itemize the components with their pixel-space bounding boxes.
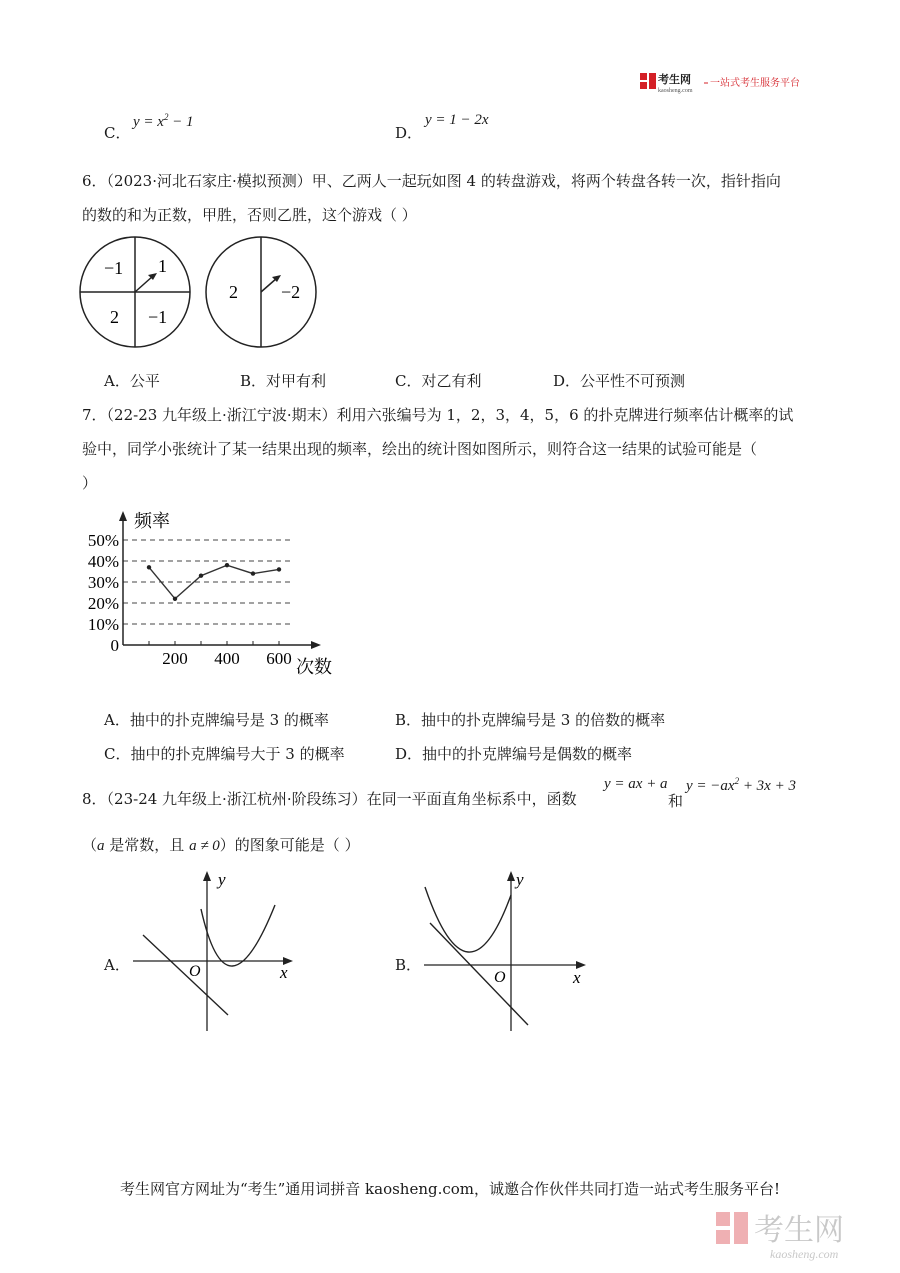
- graph-a-parabola: [201, 905, 275, 966]
- q7-number: 7．: [82, 406, 107, 424]
- q6-number: 6．: [82, 172, 107, 190]
- q7-option-b[interactable]: B．抽中的扑克牌编号是 3 的倍数的概率: [395, 711, 666, 729]
- watermark-sub: kaosheng.com: [770, 1247, 839, 1261]
- chart-grid: [123, 540, 294, 624]
- svg-text:kaosheng.com: kaosheng.com: [658, 88, 693, 94]
- svg-text:一站式考生服务平台: 一站式考生服务平台: [710, 78, 800, 89]
- data-point: [147, 565, 151, 569]
- q7-option-c[interactable]: C．抽中的扑克牌编号大于 3 的概率: [104, 745, 345, 763]
- q6-option-d[interactable]: D．公平性不可预测: [553, 372, 686, 390]
- svg-text:O: O: [189, 963, 201, 980]
- data-point: [173, 597, 177, 601]
- data-point: [277, 567, 281, 571]
- svg-text:考生网: 考生网: [658, 74, 691, 86]
- q6-stem-line1: 6．（2023·河北石家庄·模拟预测）甲、乙两人一起玩如图 4 的转盘游戏，将两个转盘各转一次，指针指向: [82, 172, 781, 190]
- q8-graph-b[interactable]: [416, 865, 596, 1035]
- q5-option-d-label: D．: [395, 124, 423, 142]
- logo-icon: [638, 70, 818, 96]
- svg-text:y: y: [516, 870, 524, 889]
- q5-option-d-expr: y = 1 − 2x: [425, 112, 489, 128]
- y-tick-label: 0: [110, 636, 119, 655]
- chart-y-ticks: [88, 531, 119, 655]
- q8-number: 8．: [82, 790, 107, 808]
- y-tick-label: 30%: [87, 573, 119, 592]
- y-tick-label: 10%: [87, 615, 119, 634]
- q6-option-a[interactable]: A．公平: [104, 372, 160, 390]
- graph-b-parabola: [425, 887, 511, 952]
- spinner-1-pointer-icon: [135, 276, 153, 292]
- x-axis-arrow-icon: [311, 641, 321, 649]
- q8-stem-line2: （a 是常数，且 a ≠ 0）的图象可能是（ ）: [82, 836, 360, 854]
- q8-stem-line1: 8．（23-24 九年级上·浙江杭州·阶段练习）在同一平面直角坐标系中，函数: [82, 790, 577, 808]
- q8-function-1: y = ax + a: [604, 776, 668, 792]
- y-tick-label: 40%: [87, 552, 119, 571]
- q7-stem-line3: ）: [82, 474, 98, 492]
- q8-graph-a[interactable]: [125, 865, 305, 1035]
- spinner-1-sector-bl: 2: [110, 307, 119, 327]
- header-logo: [638, 70, 818, 96]
- q6-option-c[interactable]: C．对乙有利: [395, 372, 482, 390]
- q8-option-a-label[interactable]: A．: [104, 956, 130, 974]
- q5-option-c-expr: $y = x^2 - 1$: [133, 112, 194, 130]
- watermark-logo-icon: [716, 1212, 748, 1244]
- spinner-1-sector-br: −1: [148, 307, 168, 327]
- q8-function-2: $y = -ax^2 + 3x + 3$: [686, 776, 796, 794]
- spinner-2-pointer-icon: [261, 278, 277, 292]
- y-tick-label: 20%: [87, 594, 119, 613]
- data-point: [251, 571, 255, 575]
- q6-spinners: [78, 232, 348, 354]
- graph-a-y-arrow-icon: [203, 871, 211, 881]
- q7-option-d[interactable]: D．抽中的扑克牌编号是偶数的概率: [395, 745, 633, 763]
- spinner-2-sector-left: 2: [229, 282, 238, 302]
- data-point: [225, 563, 229, 567]
- svg-text:x: x: [280, 963, 288, 982]
- x-tick-label: 600: [266, 649, 292, 668]
- watermark-name: 考生网: [754, 1214, 844, 1247]
- q7-stem-line2: 验中，同学小张统计了某一结果出现的频率，绘出的统计图如图所示，则符合这一结果的试验可能是（: [82, 440, 758, 458]
- spinner-1-sector-tr: 1: [158, 256, 167, 276]
- q7-frequency-chart: [76, 505, 346, 680]
- q6-option-b[interactable]: B．对甲有利: [240, 372, 327, 390]
- spinner-1-sector-tl: −1: [104, 258, 124, 278]
- q8-and: 和: [668, 792, 684, 810]
- graph-b-line: [430, 923, 528, 1025]
- chart-ylabel: 频率: [134, 511, 170, 531]
- x-tick-label: 200: [162, 649, 188, 668]
- svg-text:y: y: [218, 870, 226, 889]
- graph-a-line: [143, 935, 228, 1015]
- spinner-1: [80, 237, 190, 347]
- q8-option-b-label[interactable]: B．: [395, 956, 422, 974]
- watermark-logo: [712, 1206, 892, 1266]
- q5-option-c-label: C．: [104, 124, 131, 142]
- q7-option-a[interactable]: A．抽中的扑克牌编号是 3 的概率: [104, 711, 329, 729]
- footer-text: 考生网官方网址为“考生”通用词拼音 kaosheng.com，诚邀合作伙伴共同打造一站式考生服务平台!: [119, 1180, 781, 1198]
- graph-b-y-arrow-icon: [507, 871, 515, 881]
- data-point: [199, 574, 203, 578]
- spinner-2: [206, 237, 316, 347]
- y-tick-label: 50%: [87, 531, 119, 550]
- svg-text:x: x: [573, 968, 581, 987]
- spinner-2-sector-right: −2: [281, 282, 301, 302]
- q7-stem-line1: 7．（22-23 九年级上·浙江宁波·期末）利用六张编号为 1，2，3，4，5，6 的扑克牌进行频率估计概率的试: [82, 406, 794, 424]
- y-axis-arrow-icon: [119, 511, 127, 521]
- x-tick-label: 400: [214, 649, 240, 668]
- q6-stem-line2: 的数的和为正数，甲胜，否则乙胜，这个游戏（ ）: [82, 206, 417, 224]
- chart-xlabel: 次数: [296, 657, 332, 677]
- svg-text:O: O: [494, 969, 506, 986]
